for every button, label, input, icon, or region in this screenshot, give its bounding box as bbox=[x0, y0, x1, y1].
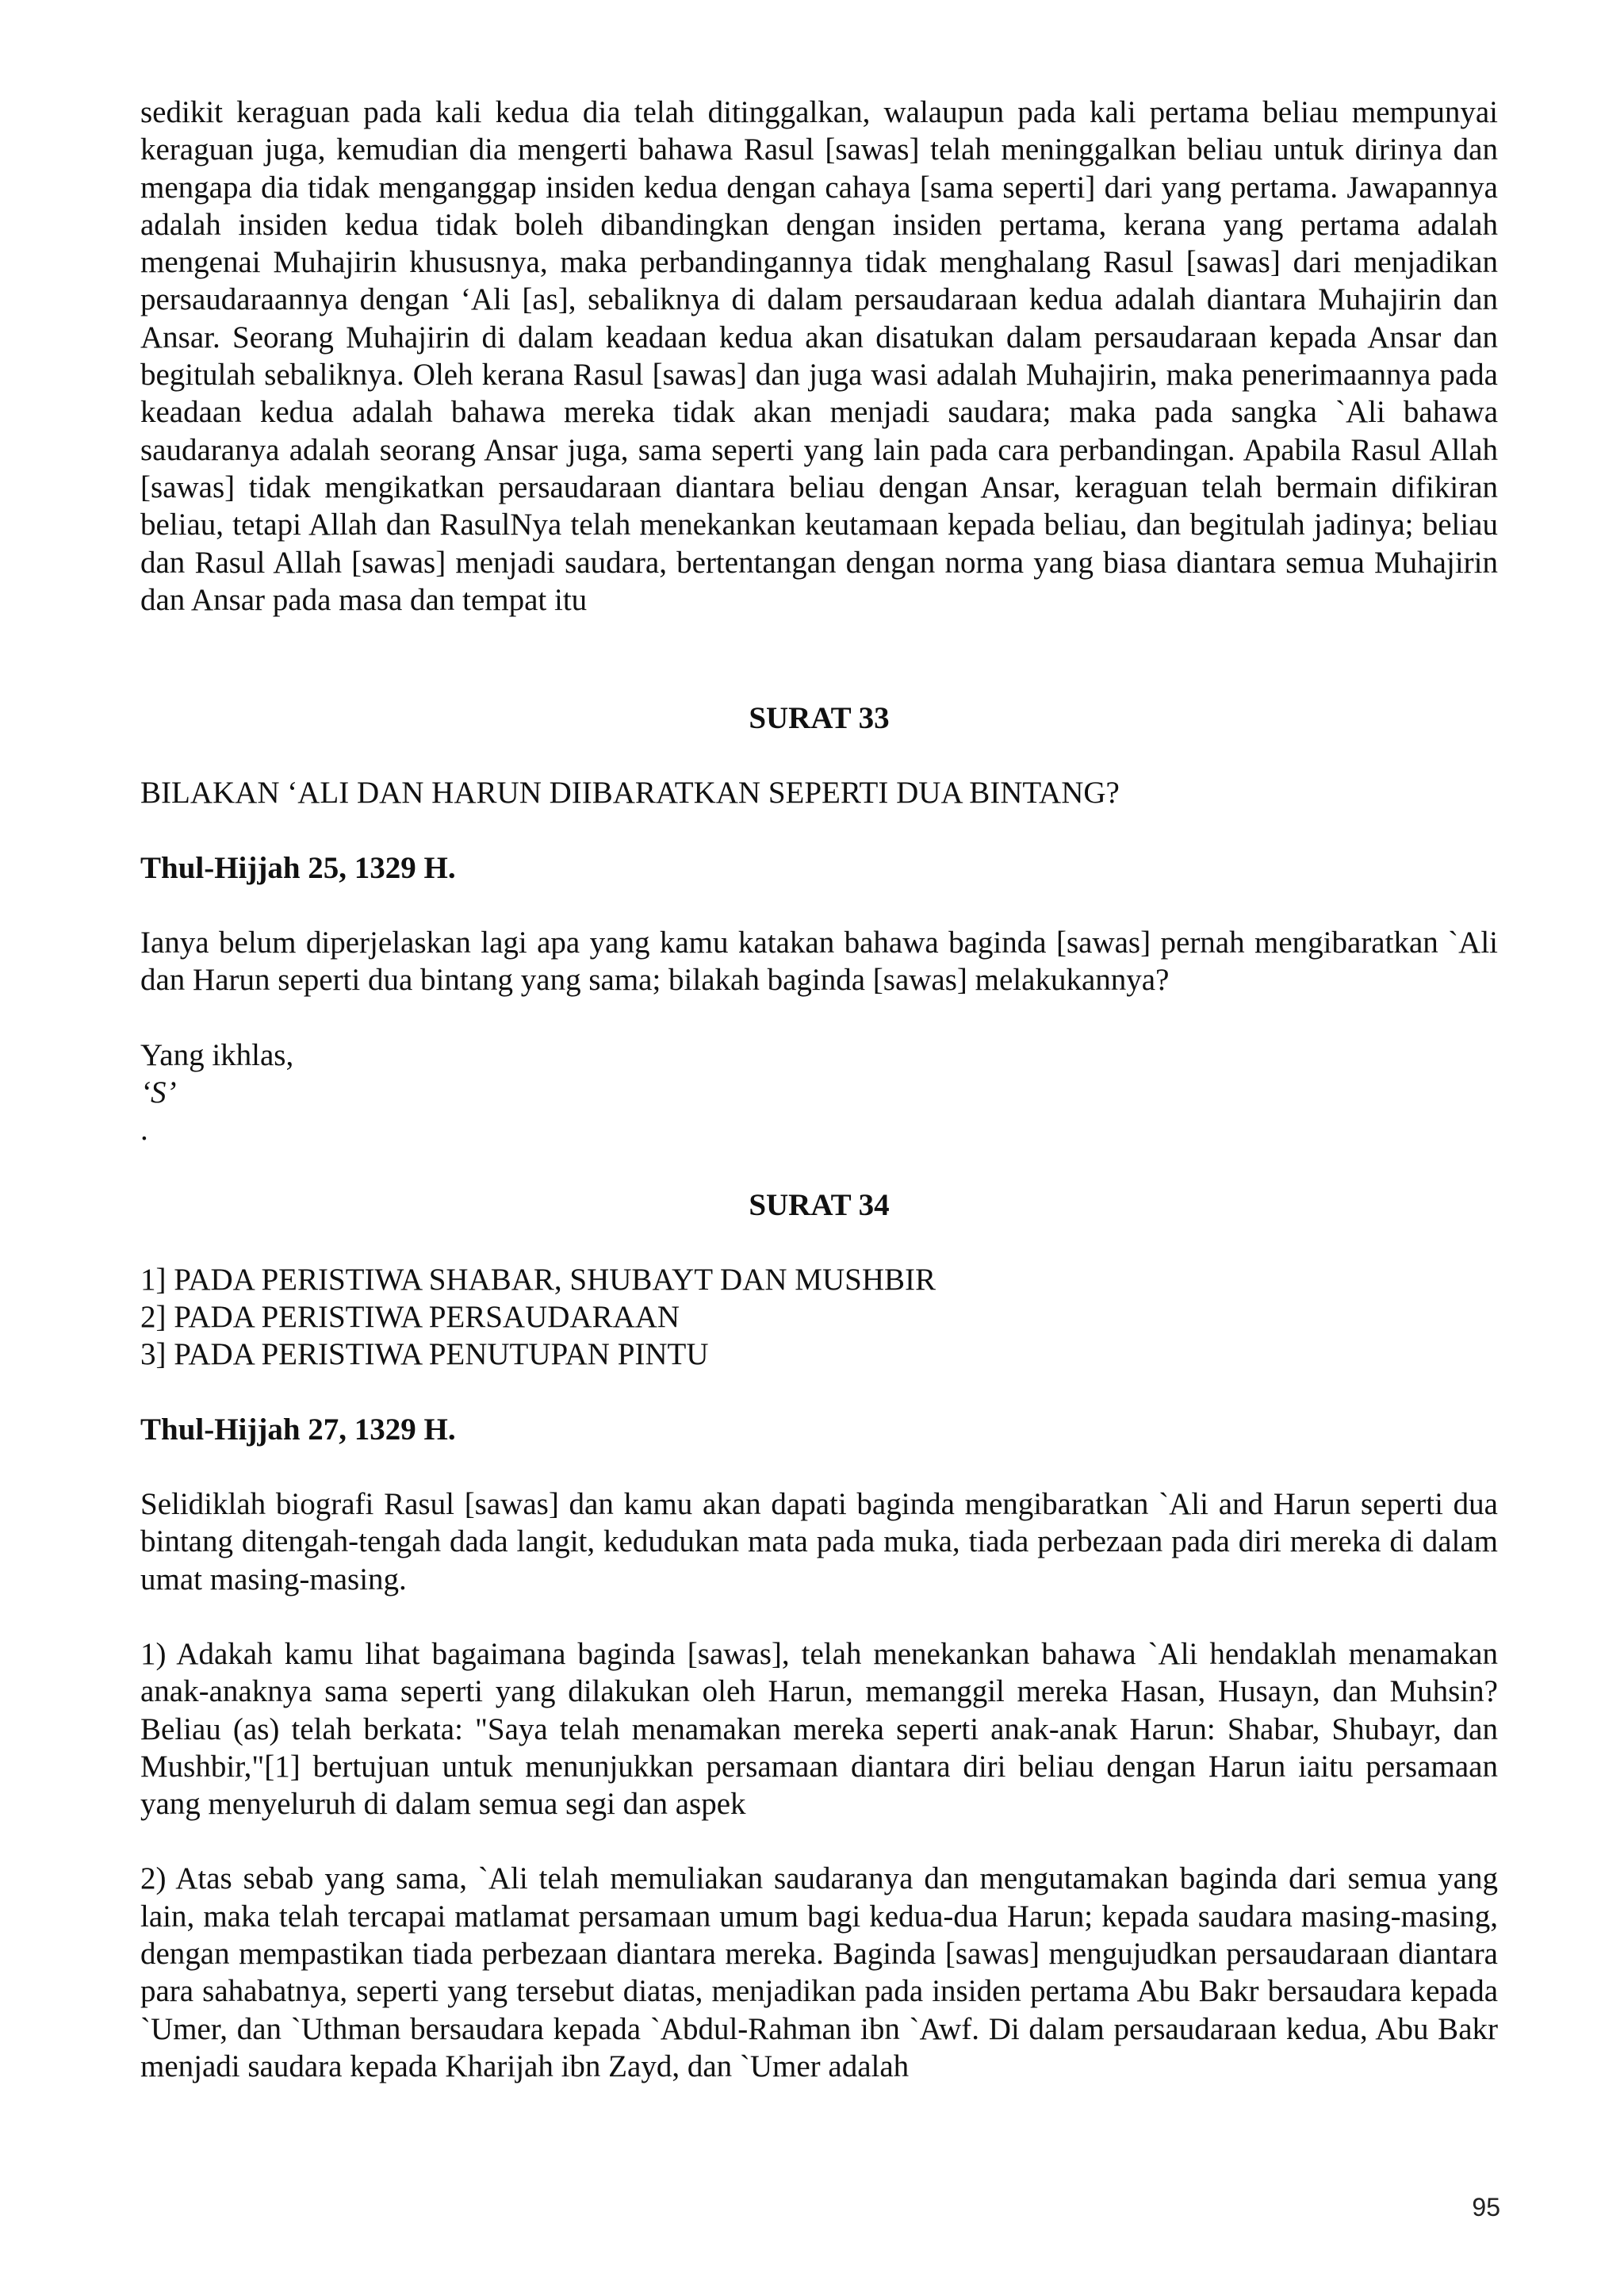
document-page bbox=[140, 94, 1498, 2085]
letter-34-paragraph-3: 2) Atas sebab yang sama, `Ali telah memuliakan saudaranya dan mengutamakan baginda dari semua yang lain, maka telah tercapai matlamat persamaan umum bagi kedua-dua Harun; kepada saudara masing-masing, dengan mempastikan tiada perbezaan diantara mereka. Baginda [sawas] mengujudkan persaudaraan diantara para sahabatnya, seperti yang tersebut diatas, menjadikan pada insiden pertama Abu Bakr bersaudara kepada `Umer, dan `Uthman bersaudara kepada `Abdul-Rahman ibn `Awf. Di dalam persaudaraan kedua, Abu Bakr menjadi saudara kepada Kharijah ibn Zayd, dan `Umer adalah bbox=[140, 1861, 1498, 2083]
letter-33-body: Ianya belum diperjelaskan lagi apa yang kamu katakan bahawa baginda [sawas] pernah mengibaratkan `Ali dan Harun seperti dua bintang yang sama; bilakah baginda [sawas] melakukannya? bbox=[140, 926, 1498, 998]
letter-33-subject: BILAKAN ‘ALI DAN HARUN DIIBARATKAN SEPERTI DUA BINTANG? bbox=[140, 776, 1120, 811]
letter-34-date: Thul-Hijjah 27, 1329 H. bbox=[140, 1412, 456, 1447]
intro-paragraph: sedikit keraguan pada kali kedua dia telah ditinggalkan, walaupun pada kali pertama beliau mempunyai keraguan juga, kemudian dia mengerti bahawa Rasul [sawas] telah meninggalkan beliau untuk dirinya dan mengapa dia tidak menganggap insiden kedua dengan cahaya [sama seperti] dari yang pertama. Jawapannya adalah insiden kedua tidak boleh dibandingkan dengan insiden pertama, kerana yang pertama adalah mengenai Muhajirin khususnya, maka perbandingannya tidak menghalang Rasul [sawas] dari menjadikan persaudaraannya dengan ‘Ali [as], sebaliknya di dalam persaudaraan kedua adalah diantara Muhajirin dan Ansar. Seorang Muhajirin di dalam keadaan kedua akan disatukan dalam persaudaraan kepada Ansar dan begitulah sebaliknya. Oleh kerana Rasul [sawas] dan juga wasi adalah Muhajirin, maka penerimaannya pada keadaan kedua adalah bahawa mereka tidak akan menjadi saudara; maka pada sangka `Ali bahawa saudaranya adalah seorang Ansar juga, sama seperti yang lain pada cara perbandingan. Apabila Rasul Allah [sawas] tidak mengikatkan persaudaraan diantara beliau dengan Ansar, keraguan telah bermain difikiran beliau, tetapi Allah dan RasulNya telah menekankan keutamaan kepada beliau, dan begitulah jadinya; beliau dan Rasul Allah [sawas] menjadi saudara, bertentangan dengan norma yang biasa diantara semua Muhajirin dan Ansar pada masa dan tempat itu bbox=[140, 95, 1498, 617]
letter-34-topic-2: 2] PADA PERISTIWA PERSAUDARAAN bbox=[140, 1300, 680, 1335]
letter-33-closing: Yang ikhlas, bbox=[140, 1037, 294, 1072]
letter-33-heading: SURAT 33 bbox=[749, 701, 890, 736]
page-number: 95 bbox=[1472, 2193, 1500, 2221]
letter-33-date: Thul-Hijjah 25, 1329 H. bbox=[140, 850, 456, 885]
letter-33-signature: ‘S’ bbox=[140, 1075, 177, 1110]
letter-34-paragraph-2: 1) Adakah kamu lihat bagaimana baginda [sawas], telah menekankan bahawa `Ali hendaklah menamakan anak-anaknya sama seperti yang dilakukan oleh Harun, memanggil mereka Hasan, Husayn, dan Muhsin? Beliau (as) telah berkata: "Saya telah menamakan mereka seperti anak-anak Harun: Shabar, Shubayr, dan Mushbir,"[1] bertujuan untuk menunjukkan persamaan diantara diri beliau dengan Harun iaitu persamaan yang menyeluruh di dalam semua segi dan aspek bbox=[140, 1636, 1498, 1822]
letter-34-heading: SURAT 34 bbox=[749, 1187, 890, 1222]
letter-33-dot: . bbox=[140, 1113, 148, 1148]
letter-34-topic-1: 1] PADA PERISTIWA SHABAR, SHUBAYT DAN MUSHBIR bbox=[140, 1262, 936, 1297]
letter-34-topic-3: 3] PADA PERISTIWA PENUTUPAN PINTU bbox=[140, 1337, 709, 1372]
letter-34-paragraph-1: Selidiklah biografi Rasul [sawas] dan kamu akan dapati baginda mengibaratkan `Ali and Harun seperti dua bintang ditengah-tengah dada langit, kedudukan mata pada muka, tiada perbezaan pada diri mereka di dalam umat masing-masing. bbox=[140, 1487, 1498, 1596]
